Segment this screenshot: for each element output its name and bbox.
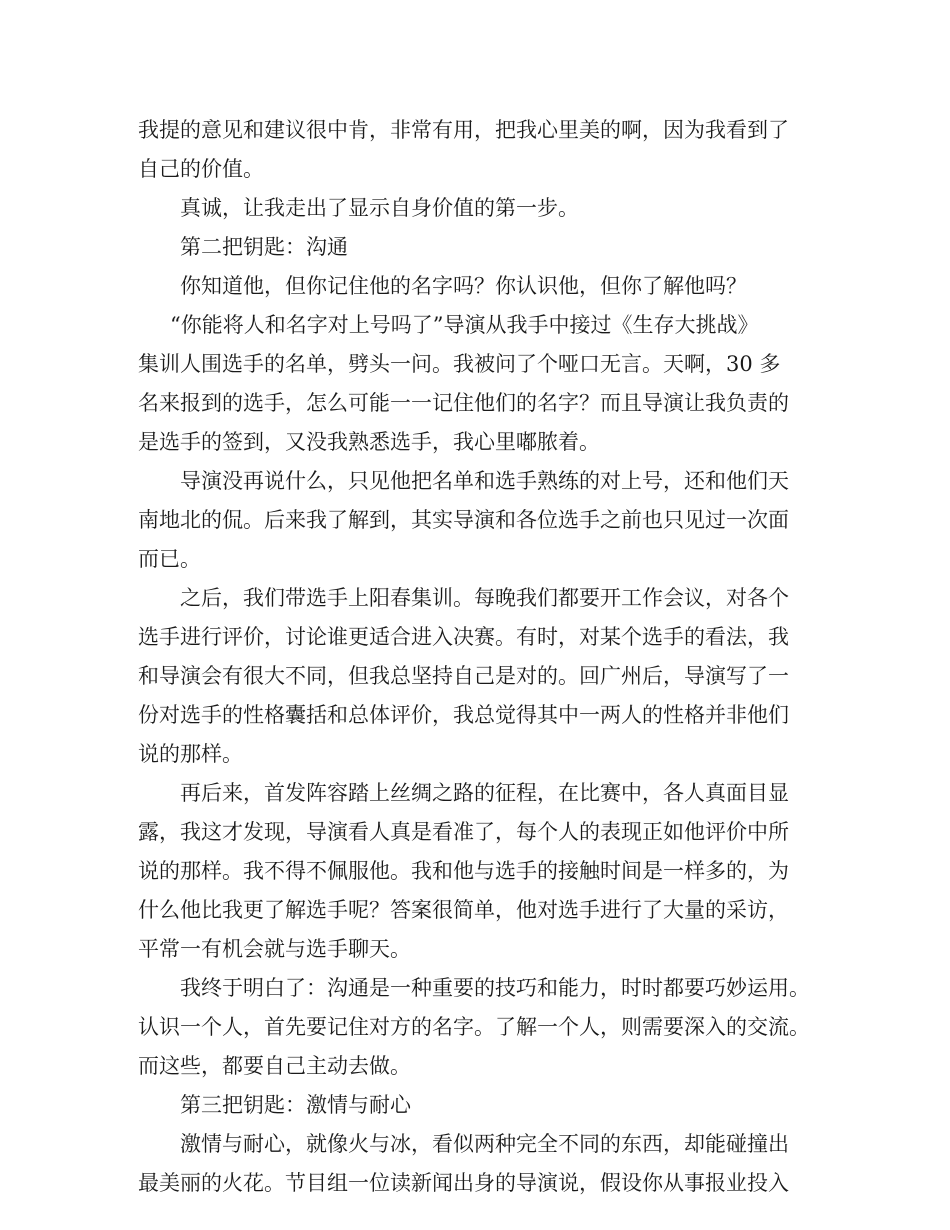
text-line: 认识一个人，首先要记住对方的名字。了解一个人，则需要深入的交流。 [138, 1015, 810, 1039]
text-line: 说的那样。 [138, 742, 243, 766]
text-line: 而已。 [138, 547, 201, 571]
text-line: 我提的意见和建议很中肯，非常有用，把我心里美的啊，因为我看到了 [138, 118, 789, 142]
text-line: 真诚，让我走出了显示自身价值的第一步。 [180, 196, 579, 220]
text-line: 最美丽的火花。节目组一位读新闻出身的导演说，假设你从事报业投入 [138, 1171, 789, 1195]
text-line: 而这些，都要自己主动去做。 [138, 1054, 411, 1078]
text-line: 激情与耐心，就像火与冰，看似两种完全不同的东西，却能碰撞出 [180, 1132, 789, 1156]
text-line: 再后来，首发阵容踏上丝绸之路的征程，在比赛中，各人真面目显 [180, 781, 789, 805]
text-line: 导演没再说什么，只见他把名单和选手熟练的对上号，还和他们天 [180, 469, 789, 493]
text-line: 你知道他，但你记住他的名字吗？你认识他，但你了解他吗？ [180, 274, 747, 298]
text-line: 说的那样。我不得不佩服他。我和他与选手的接触时间是一样多的，为 [138, 859, 789, 883]
text-line: “你能将人和名字对上号吗了”导演从我手中接过《生存大挑战》 [170, 313, 759, 337]
text-line: 集训人围选手的名单，劈头一问。我被问了个哑口无言。天啊，30 多 [138, 352, 781, 376]
text-line: 份对选手的性格囊括和总体评价，我总觉得其中一两人的性格并非他们 [138, 703, 789, 727]
text-line: 名来报到的选手，怎么可能一一记住他们的名字？而且导演让我负责的 [138, 391, 789, 415]
text-line: 什么他比我更了解选手呢？答案很简单，他对选手进行了大量的采访， [138, 898, 789, 922]
section-heading: 第三把钥匙：激情与耐心 [180, 1093, 411, 1117]
text-line: 是选手的签到，又没我熟悉选手，我心里嘟脓着。 [138, 430, 600, 454]
text-line: 我终于明白了：沟通是一种重要的技巧和能力，时时都要巧妙运用。 [180, 976, 810, 1000]
text-line: 选手进行评价，讨论谁更适合进入决赛。有时，对某个选手的看法，我 [138, 625, 789, 649]
text-line: 和导演会有很大不同，但我总坚持自己是对的。回广州后，导演写了一 [138, 664, 789, 688]
text-line: 自己的价值。 [138, 157, 264, 181]
text-line: 露，我这才发现，导演看人真是看准了，每个人的表现正如他评价中所 [138, 820, 789, 844]
document-body [138, 111, 828, 1203]
section-heading: 第二把钥匙：沟通 [180, 235, 348, 259]
text-line: 之后，我们带选手上阳春集训。每晚我们都要开工作会议，对各个 [180, 586, 789, 610]
text-line: 平常一有机会就与选手聊天。 [138, 937, 411, 961]
text-line: 南地北的侃。后来我了解到，其实导演和各位选手之前也只见过一次面 [138, 508, 789, 532]
